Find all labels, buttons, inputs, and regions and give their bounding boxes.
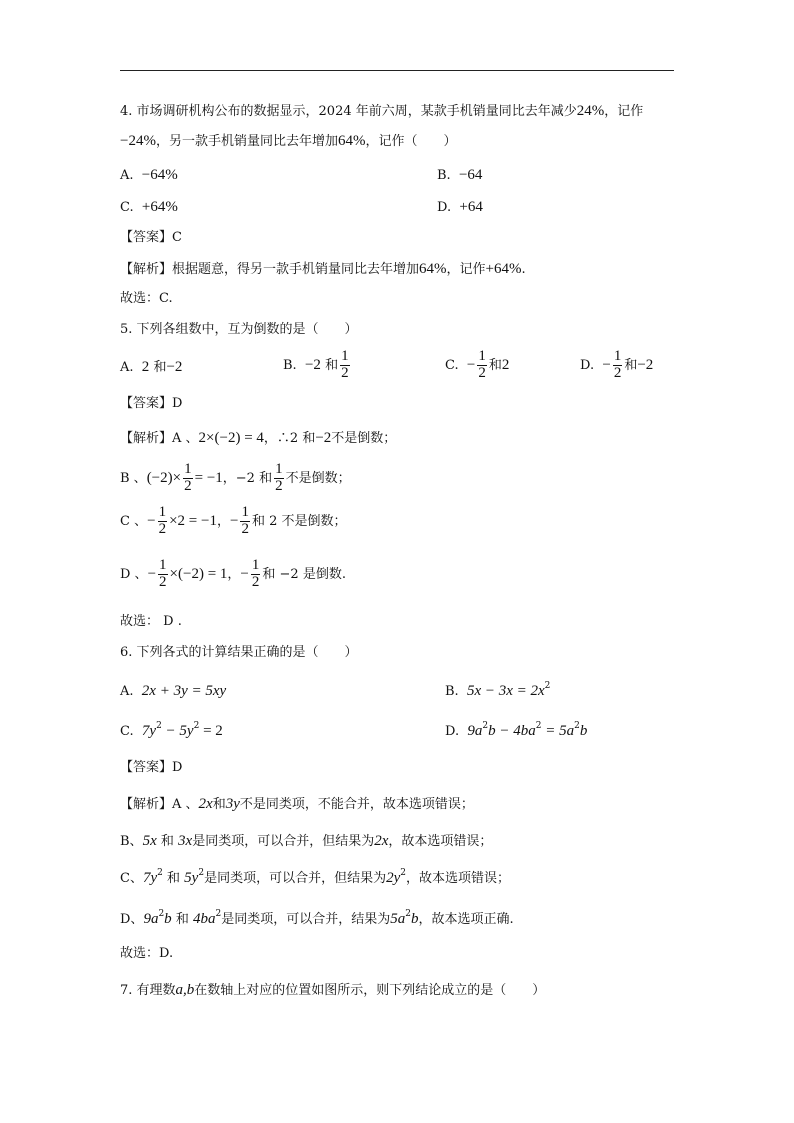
q5-analysis-a: 【解析】A 、2×(−2) = 4，∴2 和−2不是倒数；	[120, 430, 397, 446]
q4-option-b: B. −64	[437, 167, 483, 183]
q4-analysis: 【解析】根据题意，得另一款手机销量同比去年增加64%，记作+64%.	[120, 261, 526, 277]
q5-stem: 5. 下列各组数中，互为倒数的是（ ）	[120, 322, 358, 337]
q6-analysis-c: C、$7y^2$ 和 $5y^2$是同类项，可以合并，但结果为$2y^2$，故本选项错误；	[120, 868, 510, 886]
q6-option-b: B. $5x - 3x = 2x^2$	[445, 681, 551, 699]
q6-choose: 故选：D.	[120, 946, 174, 961]
q6-stem: 6. 下列各式的计算结果正确的是（ ）	[120, 645, 358, 660]
q6-option-a: A. 2x + 3y = 5xy	[120, 683, 227, 699]
q6-analysis-d: D、$9a^2b$ 和 $4ba^2$是同类项，可以合并，结果为$5a^2b$，故本选项正确.	[120, 909, 514, 927]
q5-option-d: D. − $\frac{1}{2}$ 和−2	[580, 348, 654, 381]
header-rule	[120, 70, 674, 71]
q4-option-d: D. +64	[437, 199, 483, 215]
q6-option-d: D. $9a^2b - 4ba^2 = 5a^2b$	[445, 721, 588, 739]
q6-answer: 【答案】D	[120, 760, 183, 775]
q4-stem-line1: 4. 市场调研机构公布的数据显示，2024 年前六周，某款手机销量同比去年减少24%，记作	[120, 103, 644, 119]
q5-option-c: C. − $\frac{1}{2}$ 和2	[445, 348, 510, 381]
q4-option-c: C. +64%	[120, 199, 178, 215]
q5-analysis-c: C 、− $\frac{1}{2}$ ×2 = −1，− $\frac{1}{2}$ 和 2 不是倒数；	[120, 504, 347, 537]
q4-option-a: A. −64%	[120, 167, 178, 183]
q6-option-c: C. $7y^2 - 5y^2 = 2$	[120, 721, 223, 739]
q7-stem: 7. 有理数a,b在数轴上对应的位置如图所示，则下列结论成立的是（ ）	[120, 982, 546, 998]
q5-option-a: A. 2 和−2	[120, 359, 183, 375]
q4-stem-line2: −24%，另一款手机销量同比去年增加64%，记作（ ）	[120, 133, 457, 149]
q5-option-b: B. −2 和 $\frac{1}{2}$	[283, 348, 349, 381]
q5-answer: 【答案】D	[120, 396, 183, 411]
q5-analysis-d: D 、− $\frac{1}{2}$ ×(−2) = 1，− $\frac{1}{2}$ 和 −2 是倒数.	[120, 557, 346, 590]
q4-choose: 故选：C.	[120, 291, 173, 306]
q6-analysis-b: B、5x 和 3x是同类项，可以合并，但结果为2x，故本选项错误；	[120, 833, 493, 849]
q6-analysis-a: 【解析】A 、2x和3y不是同类项，不能合并，故本选项错误；	[120, 796, 474, 812]
q5-analysis-b: B 、(−2)× $\frac{1}{2}$ = −1，−2 和 $\frac{1}{2}$ 不是倒数；	[120, 461, 351, 494]
q5-choose: 故选： D .	[120, 614, 182, 629]
q4-answer: 【答案】C	[120, 230, 182, 245]
